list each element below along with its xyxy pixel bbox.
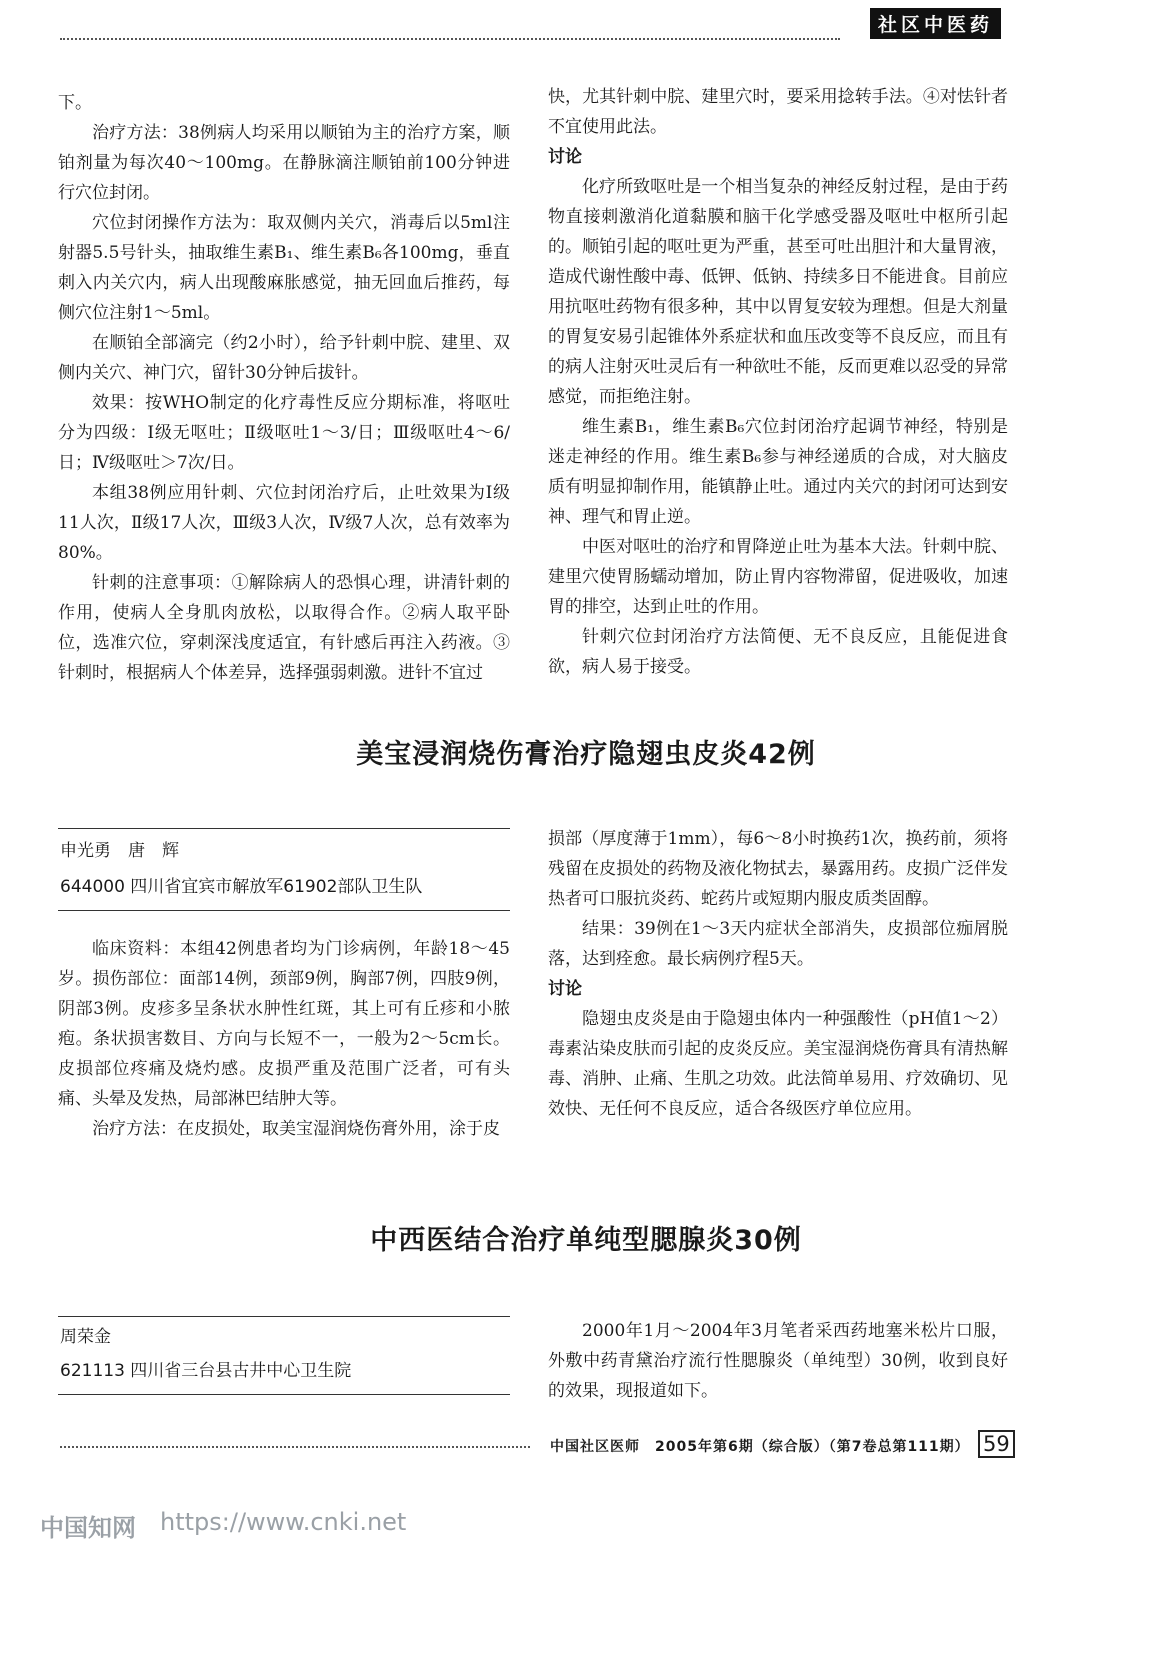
article3-author-rule-bottom bbox=[58, 1394, 510, 1395]
paragraph: 治疗方法：在皮损处，取美宝湿润烧伤膏外用，涂于皮 bbox=[92, 1119, 500, 1139]
paragraph: 临床资料：本组42例患者均为门诊病例，年龄18～45岁。损伤部位：面部14例，颈部9例，胸部7例，四肢9例，阴部3例。皮疹多呈条状水肿性红斑，其上可有丘疹和小脓疱。条状损害数目、方向与长短不一，一般为2～5cm长。皮损部位疼痛及烧灼感。皮损严重及范围广泛者，可有头痛、头晕及发热，局部淋巴结肿大等。 bbox=[58, 939, 510, 1109]
page-number: 59 bbox=[978, 1430, 1015, 1458]
paragraph: 穴位封闭操作方法为：取双侧内关穴，消毒后以5ml注射器5.5号针头，抽取维生素B₁、维生素B₆各100mg，垂直刺入内关穴内，病人出现酸麻胀感觉，抽无回血后推药，每侧穴位注射1～5ml。 bbox=[58, 213, 510, 323]
article2-author-rule-top bbox=[58, 828, 510, 829]
paragraph: 损部（厚度薄于1mm），每6～8小时换药1次，换药前，须将残留在皮损处的药物及液化物拭去，暴露用药。皮损广泛伴发热者可口服抗炎药、蛇药片或短期内服皮质类固醇。 bbox=[548, 829, 1008, 909]
article1-left-column bbox=[58, 88, 510, 688]
paragraph: 快，尤其针刺中脘、建里穴时，要采用捻转手法。④对怯针者不宜使用此法。 bbox=[548, 87, 1008, 137]
article2-left-column bbox=[58, 934, 510, 1144]
article3-right-column bbox=[548, 1316, 1008, 1406]
cnki-url[interactable]: https://www.cnki.net bbox=[160, 1508, 407, 1536]
paragraph: 治疗方法：38例病人均采用以顺铂为主的治疗方案，顺铂剂量为每次40～100mg。在静脉滴注顺铂前100分钟进行穴位封闭。 bbox=[58, 123, 510, 203]
section-heading: 讨论 bbox=[548, 147, 582, 167]
paragraph: 隐翅虫皮炎是由于隐翅虫体内一种强酸性（pH值1～2）毒素沾染皮肤而引起的皮炎反应。美宝湿润烧伤膏具有清热解毒、消肿、止痛、生肌之功效。此法简单易用、疗效确切、见效快、无任何不良反应，适合各级医疗单位应用。 bbox=[548, 1009, 1008, 1119]
article3-title: 中西医结合治疗单纯型腮腺炎30例 bbox=[370, 1225, 802, 1256]
article2-title: 美宝浸润烧伤膏治疗隐翅虫皮炎42例 bbox=[356, 739, 816, 770]
article1-right-column bbox=[548, 82, 1008, 682]
cnki-logo: 中国知网 bbox=[40, 1514, 136, 1542]
article2-affiliation: 644000 四川省宜宾市解放军61902部队卫生队 bbox=[60, 877, 423, 897]
paragraph: 化疗所致呕吐是一个相当复杂的神经反射过程，是由于药物直接刺激消化道黏膜和脑干化学感受器及呕吐中枢所引起的。顺铂引起的呕吐更为严重，甚至可吐出胆汁和大量胃液，造成代谢性酸中毒、低钾、低钠、持续多日不能进食。目前应用抗呕吐药物有很多种，其中以胃复安较为理想。但是大剂量的胃复安易引起锥体外系症状和血压改变等不良反应，而且有的病人注射灭吐灵后有一种欲吐不能，反而更难以忍受的异常感觉，而拒绝注射。 bbox=[548, 177, 1008, 407]
paragraph: 维生素B₁，维生素B₆穴位封闭治疗起调节神经，特别是迷走神经的作用。维生素B₆参与神经递质的合成，对大脑皮质有明显抑制作用，能镇静止吐。通过内关穴的封闭可达到安神、理气和胃止逆。 bbox=[548, 417, 1008, 527]
article2-authors: 申光勇 唐 辉 bbox=[60, 841, 179, 861]
paragraph: 本组38例应用针刺、穴位封闭治疗后，止吐效果为Ⅰ级11人次，Ⅱ级17人次，Ⅲ级3人次，Ⅳ级7人次，总有效率为80%。 bbox=[58, 483, 510, 563]
header-rule bbox=[60, 38, 840, 40]
paragraph: 2000年1月～2004年3月笔者采西药地塞米松片口服，外敷中药青黛治疗流行性腮腺炎（单纯型）30例，收到良好的效果，现报道如下。 bbox=[548, 1321, 1008, 1401]
paragraph: 效果：按WHO制定的化疗毒性反应分期标准，将呕吐分为四级：Ⅰ级无呕吐；Ⅱ级呕吐1～3/日；Ⅲ级呕吐4～6/日；Ⅳ级呕吐＞7次/日。 bbox=[58, 393, 510, 473]
article2-author-rule-bottom bbox=[58, 910, 510, 911]
paragraph: 中医对呕吐的治疗和胃降逆止吐为基本大法。针刺中脘、建里穴使胃肠蠕动增加，防止胃内容物滞留，促进吸收，加速胃的排空，达到止吐的作用。 bbox=[548, 537, 1008, 617]
paragraph: 下。 bbox=[58, 93, 92, 113]
footer-journal: 中国社区医师 2005年第6期（综合版）（第7卷总第111期） bbox=[550, 1439, 970, 1455]
paragraph: 针刺穴位封闭治疗方法简便、无不良反应，且能促进食欲，病人易于接受。 bbox=[548, 627, 1008, 677]
article2-right-column bbox=[548, 824, 1008, 1124]
paragraph: 针刺的注意事项：①解除病人的恐惧心理，讲清针刺的作用，使病人全身肌肉放松，以取得合作。②病人取平卧位，选准穴位，穿刺深浅度适宜，有针感后再注入药液。③针刺时，根据病人个体差异，选择强弱刺激。进针不宜过 bbox=[58, 573, 510, 683]
paragraph: 在顺铂全部滴完（约2小时），给予针刺中脘、建里、双侧内关穴、神门穴，留针30分钟后拔针。 bbox=[58, 333, 510, 383]
article3-authors: 周荣金 bbox=[60, 1327, 111, 1347]
section-tag: 社区中医药 bbox=[870, 8, 1001, 39]
section-heading: 讨论 bbox=[548, 979, 582, 999]
article3-author-rule-top bbox=[58, 1316, 510, 1317]
footer-rule bbox=[60, 1446, 530, 1448]
paragraph: 结果：39例在1～3天内症状全部消失，皮损部位痂屑脱落，达到痊愈。最长病例疗程5天。 bbox=[548, 919, 1008, 969]
article3-affiliation: 621113 四川省三台县古井中心卫生院 bbox=[60, 1361, 352, 1381]
